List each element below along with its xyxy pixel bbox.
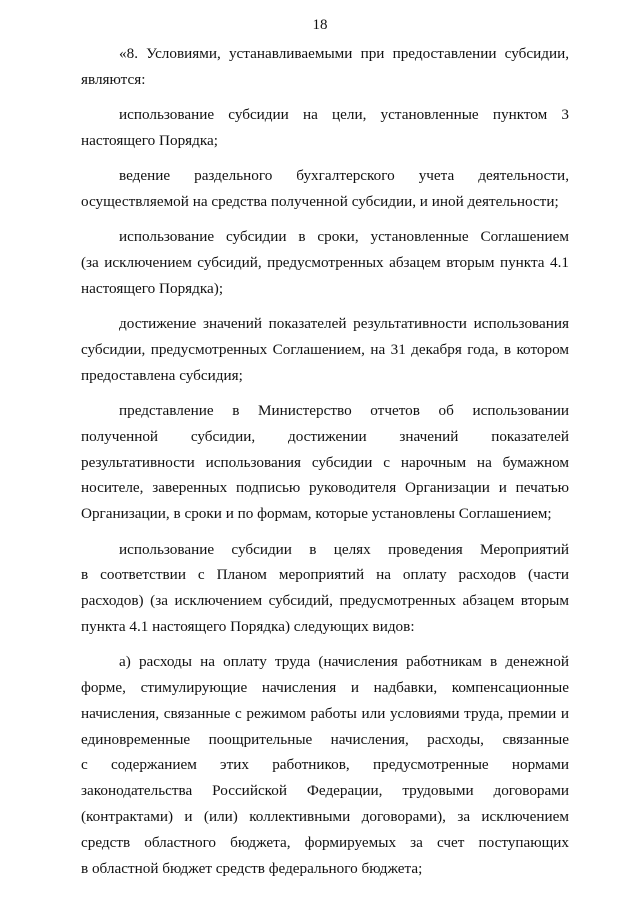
paragraph-gap (81, 881, 569, 891)
paragraph-5-line-3: предоставлена субсидия; (81, 366, 243, 384)
paragraph-8-line-6: законодательства Российской Федерации, трудовыми договорами (81, 782, 569, 800)
paragraph-8-line-8: средств областного бюджета, формируемых за счет поступающих (81, 833, 569, 851)
paragraph-5-line-2: субсидии, предусмотренных Соглашением, на 31 декабря года, в котором (81, 340, 569, 358)
paragraph-7-line-1: использование субсидии в целях проведения Мероприятий (119, 540, 569, 558)
paragraph-1-line-2: являются: (81, 70, 146, 88)
document-body (81, 41, 569, 891)
paragraph-8-line-5: с содержанием этих работников, предусмотренные нормами (81, 756, 569, 774)
paragraph-gap (81, 527, 569, 537)
paragraph-8-line-7: (контрактами) и (или) коллективными договорами), за исключением (81, 808, 569, 826)
paragraph-4-line-2: (за исключением субсидий, предусмотренных абзацем вторым пункта 4.1 (81, 254, 569, 272)
paragraph-7-line-2: в соответствии с Планом мероприятий на оплату расходов (части (81, 566, 569, 584)
paragraph-3-line-2: осуществляемой на средства полученной субсидии, и иной деятельности; (81, 192, 559, 210)
paragraph-8-line-3: начисления, связанные с режимом работы или условиями труда, премии и (81, 704, 569, 722)
paragraph-4-line-3: настоящего Порядка); (81, 279, 224, 297)
paragraph-7-line-4: пункта 4.1 настоящего Порядка) следующих видов: (81, 617, 415, 635)
paragraph-5-line-1: достижение значений показателей результативности использования (119, 315, 569, 333)
paragraph-1-line-1: «8. Условиями, устанавливаемыми при предоставлении субсидии, (119, 45, 569, 62)
paragraph-2-line-2: настоящего Порядка; (81, 131, 218, 149)
paragraph-2-line-1: использование субсидии на цели, установленные пунктом 3 (119, 106, 569, 124)
paragraph-8-line-1: а) расходы на оплату труда (начисления работникам в денежной (119, 653, 569, 671)
paragraph-gap (81, 389, 569, 399)
paragraph-8-line-9: в областной бюджет средств федерального бюджета; (81, 859, 423, 877)
paragraph-6-line-4: носителе, заверенных подписью руководителя Организации и печатью (81, 479, 569, 497)
paragraph-8-line-4: единовременные поощрительные начисления, расходы, связанные (81, 730, 569, 748)
paragraph-6-line-3: результативности использования субсидии с нарочным на бумажном (81, 453, 569, 471)
paragraph-gap (81, 215, 569, 225)
page-number: 18 (312, 17, 328, 33)
paragraph-4-line-1: использование субсидии в сроки, установленные Соглашением (119, 228, 569, 246)
paragraph-gap (81, 93, 569, 103)
paragraph-gap (81, 640, 569, 650)
paragraph-gap (81, 154, 569, 164)
paragraph-6-line-1: представление в Министерство отчетов об использовании (119, 402, 569, 420)
paragraph-3-line-1: ведение раздельного бухгалтерского учета деятельности, (119, 167, 569, 185)
paragraph-7-line-3: расходов) (за исключением субсидий, предусмотренных абзацем вторым (81, 592, 569, 610)
paragraph-6-line-5: Организации, в сроки и по формам, которые установлены Соглашением; (81, 505, 552, 523)
paragraph-gap (81, 302, 569, 312)
paragraph-6-line-2: полученной субсидии, достижении значений показателей (81, 427, 569, 445)
paragraph-8-line-2: форме, стимулирующие начисления и надбавки, компенсационные (81, 679, 569, 697)
